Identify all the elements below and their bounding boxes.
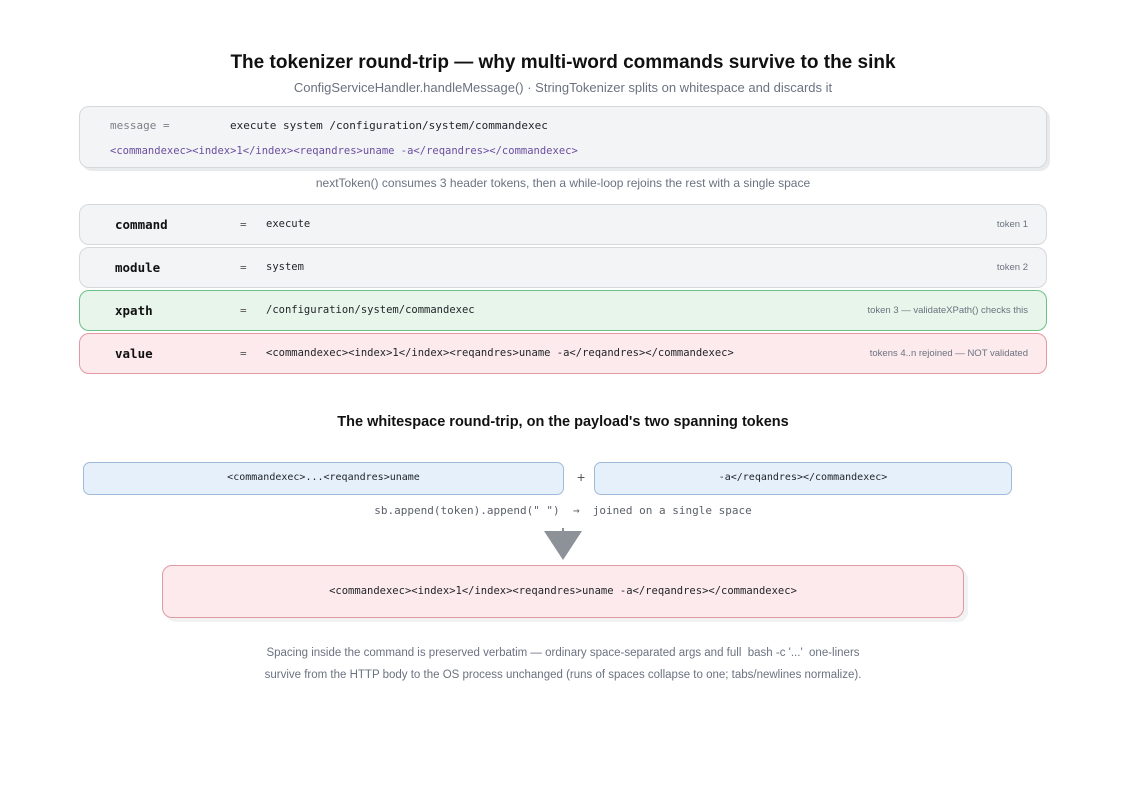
row-value: system (266, 261, 304, 273)
row-tag: token 3 — validateXPath() checks this (867, 305, 1028, 316)
row-key: xpath (115, 303, 153, 318)
token-box-left: <commandexec>...<reqandres>uname (83, 462, 564, 495)
row-tag: token 1 (996, 219, 1028, 230)
footer-line-1: Spacing inside the command is preserved verbatim — ordinary space-separated args and full bash -c '...' one-liners (266, 647, 860, 659)
message-payload-line: <commandexec><index>1</index><reqandres>uname -a</reqandres></commandexec> (110, 145, 578, 157)
row-tag: tokens 4..n rejoined — NOT validated (869, 348, 1028, 359)
row-equals: = (240, 261, 247, 274)
down-arrow-icon (544, 531, 582, 560)
row-value: execute (266, 218, 311, 230)
message-box (79, 106, 1047, 168)
footer-line-2: survive from the HTTP body to the OS process unchanged (runs of spaces collapse to one; tabs/newlines normalize). (264, 669, 862, 681)
token-box-right: -a</reqandres></commandexec> (594, 462, 1012, 495)
row-value: /configuration/system/commandexec (266, 304, 475, 316)
row-equals: = (240, 218, 247, 231)
plus-sign: + (577, 469, 586, 485)
diagram-subtitle: ConfigServiceHandler.handleMessage() · StringTokenizer splits on whitespace and discards it (293, 80, 833, 95)
row-equals: = (240, 347, 247, 360)
token-row-xpath (79, 290, 1047, 331)
row-key: value (115, 346, 153, 361)
token-row-module (79, 247, 1047, 288)
message-label: message = (110, 119, 170, 132)
section-title: The whitespace round-trip, on the payload's two spanning tokens (337, 414, 789, 430)
message-header-line: execute system /configuration/system/commandexec (230, 119, 548, 132)
append-note: sb.append(token).append(" ") → joined on a single space (374, 504, 752, 517)
tokenizer-note: nextToken() consumes 3 header tokens, then a while-loop rejoins the rest with a single space (315, 176, 811, 190)
row-value: <commandexec><index>1</index><reqandres>uname -a</reqandres></commandexec> (266, 347, 734, 359)
token-row-command (79, 204, 1047, 245)
row-equals: = (240, 304, 247, 317)
row-key: command (115, 217, 168, 232)
diagram-title: The tokenizer round-trip — why multi-word commands survive to the sink (230, 52, 896, 73)
row-key: module (115, 260, 161, 275)
row-tag: token 2 (996, 262, 1028, 273)
rejoined-result-box: <commandexec><index>1</index><reqandres>uname -a</reqandres></commandexec> (162, 565, 964, 618)
token-row-value (79, 333, 1047, 374)
